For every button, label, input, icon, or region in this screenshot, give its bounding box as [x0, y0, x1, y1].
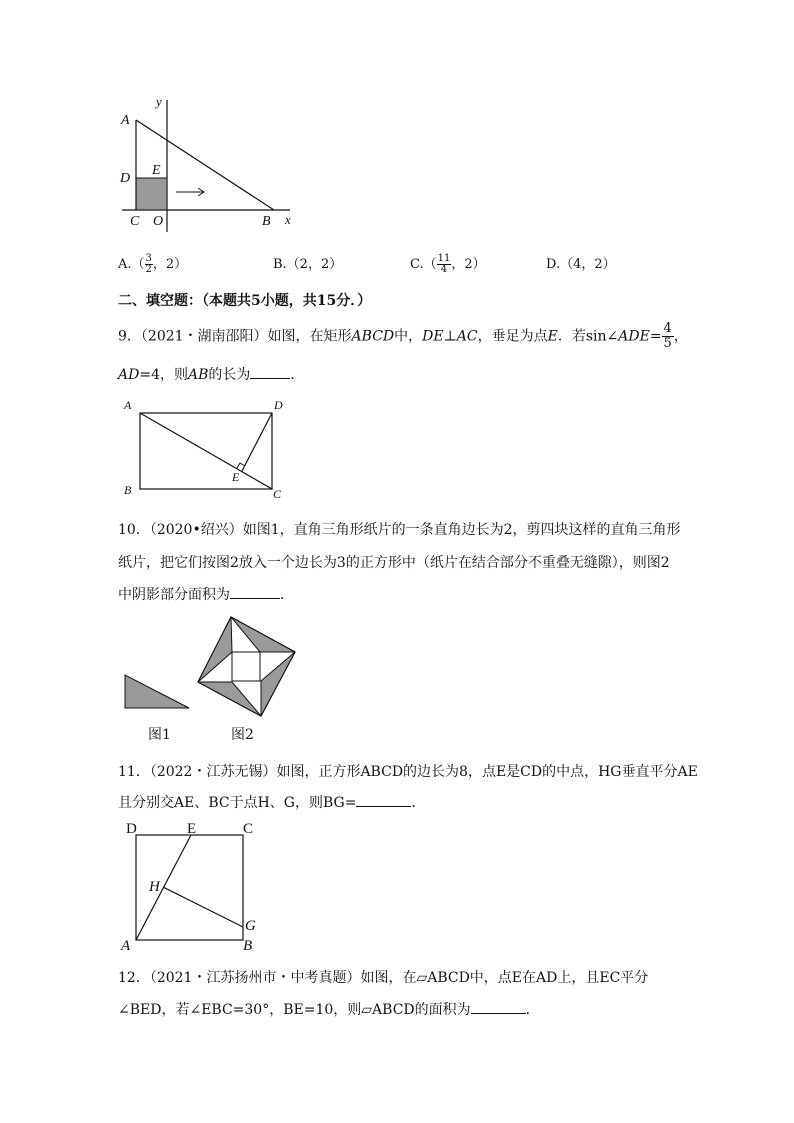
label-a: A: [121, 113, 130, 128]
segment-de: [242, 413, 272, 471]
answer-blank[interactable]: [250, 364, 290, 379]
option-a: A.（ $\frac{3}{2}$ ，2）: [118, 253, 188, 275]
q11-line-2: 且分别交AE、BC于点H、G，则BG= ．: [118, 792, 425, 812]
label-c: C: [273, 487, 282, 501]
square-figure: [116, 816, 266, 954]
option-b: B.（2，2）: [273, 257, 343, 272]
rectangle-figure: [116, 392, 296, 502]
label-d: D: [274, 398, 283, 412]
figure-1-caption: 图1: [148, 727, 171, 743]
triangle-figure-1: [118, 668, 194, 714]
fraction: $\frac{11}{4}$: [437, 253, 451, 275]
segment-hg: [163, 887, 243, 927]
figure-2-caption: 图2: [231, 727, 254, 743]
fraction: $\frac{4}{5}$: [663, 321, 672, 351]
q9-line-2: AD=4，则AB的长为 ．: [118, 364, 304, 384]
square-pinwheel-figure: [192, 612, 302, 720]
label-e: E: [232, 470, 240, 484]
q10-line-1: 10．（2020•绍兴）如图1，直角三角形纸片的一条直角边长为2，剪四块这样的直角三角形: [118, 522, 681, 538]
label-b: B: [262, 214, 271, 229]
label-c: C: [130, 214, 140, 229]
q12-line-2: ∠BED，若∠EBC=30°，BE=10，则▱ABCD的面积为 ．: [118, 999, 540, 1019]
label-h: H: [149, 879, 160, 895]
q10-line-3: 中阴影部分面积为 ．: [118, 584, 294, 604]
fraction: $\frac{3}{2}$: [145, 253, 152, 275]
label-e: E: [187, 821, 197, 837]
shaded-square: [136, 178, 167, 210]
q10-line-2: 纸片，把它们按图2放入一个边长为3的正方形中（纸片在结合部分不重叠无缝隙），则图2: [118, 555, 670, 571]
q11-line-1: 11．（2022・江苏无锡）如图，正方形ABCD的边长为8，点E是CD的中点，HG垂直平分AE: [118, 764, 698, 780]
label-c: C: [243, 821, 254, 837]
label-e: E: [152, 163, 161, 178]
answer-blank[interactable]: [356, 792, 411, 807]
answer-blank[interactable]: [230, 584, 280, 599]
label-a: A: [121, 938, 131, 954]
coordinate-figure: [112, 92, 302, 237]
q12-line-1: 12．（2021・江苏扬州市・中考真题）如图，在▱ABCD中，点E在AD上，且EC平分: [118, 970, 649, 986]
label-o: O: [153, 214, 164, 229]
label-y: y: [156, 94, 162, 109]
label-g: G: [245, 918, 256, 934]
section-heading: 二、填空题：（本题共5小题，共15分．）: [118, 293, 372, 309]
answer-blank[interactable]: [471, 999, 526, 1014]
label-b: B: [243, 938, 253, 954]
option-c: C.（ $\frac{11}{4}$ ，2）: [410, 253, 486, 275]
label-b: B: [124, 483, 132, 497]
label-a: A: [124, 398, 132, 412]
label-x: x: [285, 212, 291, 227]
option-d: D.（4，2）: [546, 257, 616, 272]
label-d: D: [126, 821, 137, 837]
label-d: D: [120, 171, 131, 186]
q9-line-1: 9．（2021・湖南邵阳）如图，在矩形ABCD中，DE⊥AC，垂足为点E．若sin∠ADE= $\frac{4}{5}$ ，: [118, 321, 688, 351]
